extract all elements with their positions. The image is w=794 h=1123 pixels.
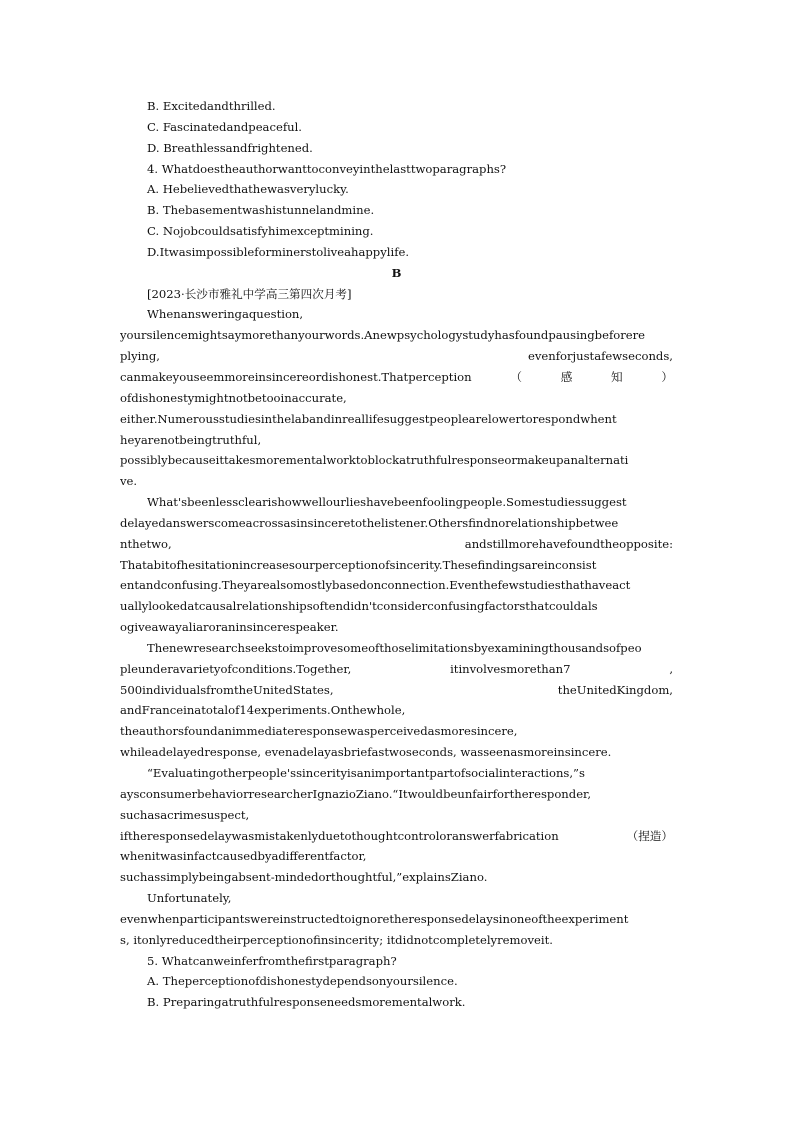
- passage-paragraph-2: [120, 492, 673, 638]
- q3-option-b: B. Excitedandthrilled.: [147, 99, 276, 113]
- section-heading: B: [391, 265, 402, 280]
- text-line: [120, 534, 673, 555]
- text-line: [120, 826, 673, 847]
- q3-option-c: C. Fascinatedandpeaceful.: [147, 119, 302, 134]
- text-line: Thenewresearchseekstoimprovesomeofthoselimitationsbyexaminingthousandsofpeo: [147, 640, 642, 655]
- text-line: What'sbeenlessclearishowwellourlieshavebeenfoolingpeople.Somestudiessuggest: [147, 495, 627, 510]
- text-line: andFranceinatotalof14experiments.Onthewhole,: [120, 703, 406, 718]
- text-line: heyarenotbeingtruthful,: [120, 432, 262, 447]
- text-line: suchassimplybeingabsent-mindedorthoughtful,”explainsZiano.: [120, 870, 488, 885]
- text-line: possiblybecauseittakesmorementalworktoblockatruthfulresponseormakeupanalternati: [120, 453, 629, 468]
- text-line: [120, 659, 673, 680]
- text-line: whenitwasinfactcausedbyadifferentfactor,: [120, 849, 367, 864]
- q4-question: 4. Whatdoestheauthorwanttoconveyinthelasttwoparagraphs?: [147, 161, 507, 176]
- text-line: either.Numerousstudiesinthelabandinreallifesuggestpeoplearelowertorespondwhent: [120, 411, 617, 426]
- text-segment: （捏造）: [626, 828, 673, 843]
- text-line: Thatabitofhesitationincreasesourperceptionofsincerity.Thesefindingsareinconsist: [120, 557, 597, 572]
- passage-paragraph-5: [120, 888, 673, 951]
- text-segment: ）: [661, 369, 673, 384]
- text-line: yoursilencemightsaymorethanyourwords.Anewpsychologystudyhasfoundpausingbeforere: [120, 328, 646, 343]
- text-segment: （: [510, 369, 522, 384]
- text-line: suchasacrimesuspect,: [120, 807, 250, 822]
- text-segment: canmakeyouseemmoreinsincereordishonest.Thatperception: [120, 369, 472, 384]
- text-line: “Evaluatingotherpeople'ssincerityisanimportantpartofsocialinteractions,”s: [147, 766, 585, 780]
- text-line: uallylookedatcausalrelationshipsoftendidn'tconsiderconfusingfactorsthatcouldals: [120, 599, 598, 614]
- text-segment: pleunderavarietyofconditions.Together,: [120, 661, 352, 676]
- passage-paragraph-1: [120, 304, 673, 492]
- text-line: ogiveawayaliaroraninsincerespeaker.: [120, 620, 339, 635]
- text-segment: ,: [669, 661, 673, 676]
- text-line: Unfortunately,: [147, 891, 232, 906]
- text-segment: andstillmorehavefoundtheopposite:: [464, 536, 673, 551]
- text-segment: evenforjustafewseconds,: [527, 349, 673, 364]
- q4-option-b: B. Thebasementwashistunnelandmine.: [147, 203, 375, 218]
- source-label: [2023·长沙市雅礼中学高三第四次月考]: [147, 286, 352, 301]
- q5-option-b: B. Preparingatruthfulresponseneedsmorementalwork.: [147, 995, 466, 1010]
- text-segment: 感: [560, 369, 573, 384]
- text-line: Whenansweringaquestion,: [147, 307, 304, 322]
- passage-paragraph-4: [120, 763, 673, 888]
- text-line: evenwhenparticipantswereinstructedtoignoretheresponsedelaysinoneoftheexperiment: [120, 911, 629, 926]
- text-segment: iftheresponsedelaywasmistakenlyduetothoughtcontroloranswerfabrication: [120, 828, 559, 843]
- text-line: whileadelayedresponse, evenadelayasbriefastwoseconds, wasseenasmoreinsincere.: [120, 745, 612, 760]
- text-segment: plying,: [120, 349, 160, 364]
- q4-option-c: C. Nojobcouldsatisfyhimexceptmining.: [147, 224, 374, 239]
- text-line: ve.: [120, 474, 138, 489]
- text-segment: nthetwo,: [120, 536, 172, 551]
- text-line: theauthorsfoundanimmediateresponsewasperceivedasmoresincere,: [120, 724, 518, 739]
- q5-option-a: A. Theperceptionofdishonestydependsonyoursilence.: [147, 974, 458, 989]
- text-line: ofdishonestymightnotbetooinaccurate,: [120, 390, 347, 405]
- text-line: aysconsumerbehaviorresearcherIgnazioZiano.“Itwouldbeunfairfortheresponder,: [120, 786, 592, 801]
- document-page: [120, 96, 673, 1013]
- passage-paragraph-3: [120, 638, 673, 763]
- q3-option-d: D. Breathlessandfrightened.: [147, 140, 313, 155]
- text-line: delayedanswerscomeacrossasinsinceretothelistener.Othersfindnorelationshipbetwee: [120, 515, 619, 530]
- text-line: s, itonlyreducedtheirperceptionofinsincerity; itdidnotcompletelyremoveit.: [120, 932, 553, 947]
- text-segment: theUnitedKingdom,: [557, 682, 673, 697]
- text-segment: 知: [611, 369, 623, 384]
- q4-option-d: D.Itwasimpossibleforminerstoliveahappylife.: [147, 244, 410, 259]
- text-line: [120, 367, 673, 388]
- text-segment: 500individualsfromtheUnitedStates,: [120, 682, 334, 697]
- q4-option-a: A. Hebelievedthathewasverylucky.: [147, 182, 349, 197]
- text-line: entandconfusing.Theyarealsomostlybasedonconnection.Eventhefewstudiesthathaveact: [120, 578, 631, 593]
- text-segment: itinvolvesmorethan7: [450, 661, 571, 676]
- q5-question: 5. Whatcanweinferfromthefirstparagraph?: [147, 953, 397, 968]
- text-line: [120, 346, 673, 367]
- text-line: [120, 680, 673, 701]
